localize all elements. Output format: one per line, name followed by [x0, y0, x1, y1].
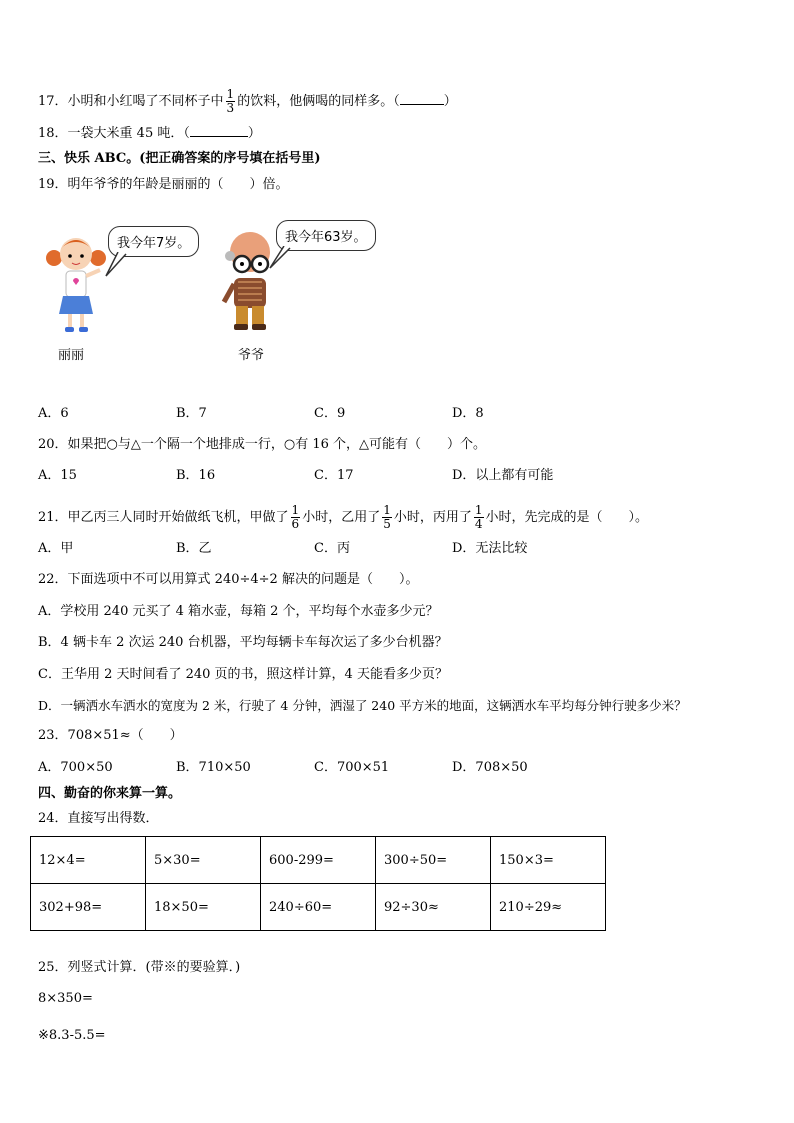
section-3-heading: 三、快乐 ABC。(把正确答案的序号填在括号里)	[38, 151, 321, 166]
q19-illustration	[38, 208, 384, 363]
question-25: 25．列竖式计算．(带※的要验算．)	[38, 960, 241, 975]
table-cell[interactable]: 240÷60=	[261, 884, 376, 931]
table-row	[31, 884, 606, 931]
fraction: $\frac{1}{5}$	[383, 503, 391, 531]
table-cell[interactable]: 12×4=	[31, 837, 146, 884]
table-cell[interactable]: 210÷29≈	[491, 884, 606, 931]
q20-option-c[interactable]: C．17	[314, 468, 354, 483]
question-18: 18．一袋大米重 45 吨．（ ）	[38, 126, 261, 141]
fraction: $\frac{1}{4}$	[474, 503, 483, 531]
question-17: 17．小明和小红喝了不同杯子中 $\frac{1}{3}$ 的饮料，他俩喝的同样多。（ ）	[38, 87, 457, 115]
answer-blank[interactable]	[190, 124, 248, 137]
q23-option-c[interactable]: C．700×51	[314, 760, 390, 775]
q20-option-b[interactable]: B．16	[176, 468, 216, 483]
q21-option-a[interactable]: A．甲	[38, 541, 74, 556]
question-24: 24．直接写出得数．	[38, 811, 159, 826]
girl-illustration	[46, 218, 106, 338]
section-4-heading: 四、勤奋的你来算一算。	[38, 786, 182, 801]
table-cell[interactable]: 5×30=	[146, 837, 261, 884]
q20-option-a[interactable]: A．15	[38, 468, 77, 483]
question-22: 22．下面选项中不可以用算式 240÷4÷2 解决的问题是（ ）。	[38, 572, 419, 587]
bubble-tail	[104, 252, 128, 278]
question-21: 21．甲乙丙三人同时开始做纸飞机，甲做了 $\frac{1}{6}$ 小时，乙用了 $\frac{1}{5}$ 小时，丙用了 $\frac{1}{4}$ 小时，先完成的是（ ）。	[38, 503, 649, 531]
table-row	[31, 837, 606, 884]
table-cell[interactable]: 300÷50=	[376, 837, 491, 884]
girl-speech-bubble: 我今年7岁。	[108, 226, 199, 257]
q21-option-b[interactable]: B．乙	[176, 541, 212, 556]
question-19: 19．明年爷爷的年龄是丽丽的（ ）倍。	[38, 177, 289, 192]
q19-option-a[interactable]: A．6	[38, 406, 69, 421]
table-cell[interactable]: 92÷30≈	[376, 884, 491, 931]
grandpa-illustration	[212, 212, 282, 332]
q22-option-b[interactable]: B．4 辆卡车 2 次运 240 台机器，平均每辆卡车每次运了多少台机器？	[38, 635, 448, 650]
q25-item-1: 8×350=	[38, 991, 93, 1006]
table-cell[interactable]: 600-299=	[261, 837, 376, 884]
grandpa-name: 爷爷	[238, 348, 265, 363]
table-cell[interactable]: 150×3=	[491, 837, 606, 884]
question-23: 23．708×51≈（ ）	[38, 728, 183, 743]
table-cell[interactable]: 18×50=	[146, 884, 261, 931]
calculation-table	[30, 836, 606, 931]
q19-option-b[interactable]: B．7	[176, 406, 207, 421]
q19-option-c[interactable]: C．9	[314, 406, 346, 421]
q20-option-d[interactable]: D．以上都有可能	[452, 468, 554, 483]
q23-option-a[interactable]: A．700×50	[38, 760, 113, 775]
question-20: 20．如果把○与△一个隔一个地排成一行，○有 16 个，△可能有（ ）个。	[38, 437, 487, 452]
q23-option-b[interactable]: B．710×50	[176, 760, 251, 775]
q22-option-d[interactable]: D．一辆洒水车洒水的宽度为 2 米，行驶了 4 分钟，洒湿了 240 平方米的地面，这辆洒水车平均每分钟行驶多少米？	[38, 698, 687, 713]
q21-option-d[interactable]: D．无法比较	[452, 541, 528, 556]
answer-blank[interactable]	[400, 92, 444, 105]
girl-name: 丽丽	[58, 348, 85, 363]
q21-option-c[interactable]: C．丙	[314, 541, 350, 556]
q22-option-c[interactable]: C．王华用 2 天时间看了 240 页的书，照这样计算，4 天能看多少页？	[38, 667, 448, 682]
grandpa-speech-bubble: 我今年63岁。	[276, 220, 376, 251]
bubble-tail	[268, 246, 292, 272]
q25-item-2: ※8.3-5.5=	[38, 1028, 106, 1043]
fraction: $\frac{1}{3}$	[226, 87, 235, 115]
table-cell[interactable]: 302+98=	[31, 884, 146, 931]
q19-option-d[interactable]: D．8	[452, 406, 484, 421]
fraction: $\frac{1}{6}$	[291, 503, 300, 531]
q22-option-a[interactable]: A．学校用 240 元买了 4 箱水壶，每箱 2 个，平均每个水壶多少元？	[38, 604, 439, 619]
q23-option-d[interactable]: D．708×50	[452, 760, 528, 775]
